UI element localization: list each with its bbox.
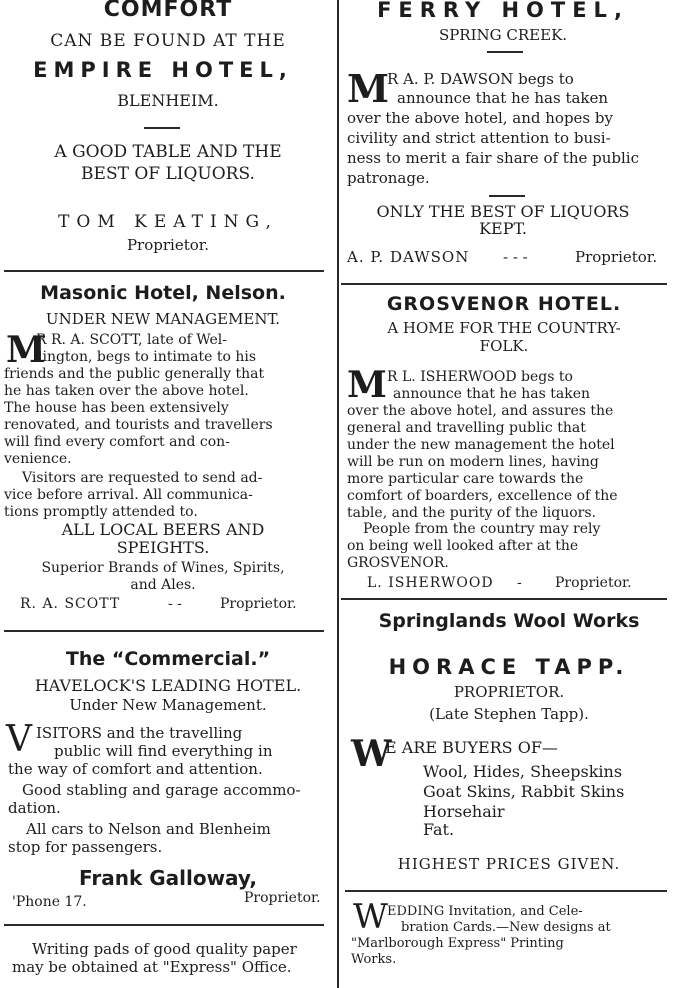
grosvenor-text-line: comfort of boarders, excellence of the [347,488,618,504]
ferry-best-line2: KEPT. [479,219,527,238]
masonic-text-line: Visitors are requested to send ad- [22,470,263,486]
springlands-item: Goat Skins, Rabbit Skins [423,782,625,801]
springlands-wool-works-ad [341,600,700,890]
commercial-text-line: All cars to Nelson and Blenheim [26,820,271,838]
commercial-text-line: the way of comfort and attention. [8,760,263,778]
masonic-text-line: friends and the public generally that [4,366,265,382]
masonic-text-line: The house has been extensively [4,400,229,416]
springlands-buyers: E ARE BUYERS OF— [385,738,558,757]
empire-hotel-ad [0,0,336,268]
grosvenor-text-line: over the above hotel, and assures the [347,403,614,419]
grosvenor-hotel-ad [341,285,700,595]
grosvenor-dash: - [517,575,522,591]
commercial-text-line: dation. [8,799,61,817]
ferry-text-line: civility and strict attention to busi- [347,129,611,147]
commercial-phone: 'Phone 17. [12,894,87,910]
grosvenor-text-line: under the new management the hotel [347,437,615,453]
wedding-drop-cap: W [353,897,388,937]
grosvenor-text-line: R L. ISHERWOOD begs to [387,369,573,385]
wedding-text-line: bration Cards.—New designs at [401,920,611,935]
wedding-invitations-ad [341,892,700,988]
grosvenor-text-line: general and travelling public that [347,420,586,436]
ferry-place: SPRING CREEK. [438,26,568,44]
masonic-text-line: renovated, and tourists and travellers [4,417,273,433]
commercial-hotel-ad [0,632,336,922]
empire-table-line1: A GOOD TABLE AND THE [54,142,282,162]
masonic-dash: - - [168,596,182,612]
wedding-text-line: EDDING Invitation, and Cele- [387,904,583,919]
empire-role: Proprietor. [126,236,210,254]
column-rule [337,0,339,988]
masonic-title: Masonic Hotel, Nelson. [40,282,286,304]
grosvenor-text-line: will be run on modern lines, having [347,454,599,470]
ferry-hotel-ad [341,0,700,280]
empire-comfort-heading: COMFORT [103,0,233,22]
springlands-role: PROPRIETOR. [453,683,565,701]
masonic-brands-line1: Superior Brands of Wines, Spirits, [41,560,285,576]
ferry-drop-cap: M [347,66,390,111]
masonic-text-line: venience. [4,451,72,467]
masonic-text-line: tions promptly attended to. [4,504,198,520]
springlands-owner: HORACE TAPP. [388,655,630,679]
empire-hotel-name: EMPIRE HOTEL, [33,58,293,82]
ferry-short-rule [487,51,523,53]
grosvenor-text-line: announce that he has taken [393,386,590,402]
ferry-text-line: over the above hotel, and hopes by [347,109,613,127]
springlands-prices: HIGHEST PRICES GIVEN. [397,855,621,873]
empire-short-rule [144,127,180,129]
ferry-text-line: ness to merit a fair share of the public [347,149,639,167]
springlands-drop-cap: W [351,733,392,775]
masonic-role: Proprietor. [220,596,297,612]
ferry-best-line1: ONLY THE BEST OF LIQUORS [376,202,630,221]
masonic-beers-line1: ALL LOCAL BEERS AND [61,520,265,539]
masonic-brands-line2: and Ales. [130,577,196,593]
empire-town: BLENHEIM. [117,91,219,110]
commercial-text-line: Good stabling and garage accommo- [22,781,301,799]
masonic-text-line: vice before arrival. All communica- [4,487,253,503]
ferry-role: Proprietor. [575,248,658,266]
ferry-text-line: patronage. [347,169,430,187]
empire-owner: TOM KEATING, [58,212,278,232]
empire-found-line: CAN BE FOUND AT THE [50,31,286,51]
writing-line2: may be obtained at "Express" Office. [12,958,292,976]
masonic-drop-cap: M [6,329,46,371]
commercial-owner: Frank Galloway, [78,866,258,890]
writing-line1: Writing pads of good quality paper [32,940,297,958]
masonic-text-line: lington, begs to intimate to his [38,349,257,365]
ferry-dash: - - - [503,248,528,266]
grosvenor-name: GROSVENOR HOTEL. [386,293,622,315]
commercial-drop-cap: V [6,719,32,760]
wedding-text-line: "Marlborough Express" Printing [351,936,564,951]
ferry-hotel-name: FERRY HOTEL, [377,0,629,22]
masonic-owner: R. A. SCOTT [20,596,121,612]
springlands-item: Wool, Hides, Sheepskins [423,762,623,781]
springlands-late: (Late Stephen Tapp). [429,705,589,723]
commercial-text-line: stop for passengers. [8,838,163,856]
masonic-text-line: will find every comfort and con- [4,434,230,450]
masonic-subtitle: UNDER NEW MANAGEMENT. [45,310,281,328]
springlands-item: Horsehair [423,802,505,821]
grosvenor-text-line: more particular care towards the [347,471,584,487]
commercial-role: Proprietor. [244,890,321,906]
grosvenor-tagline1: A HOME FOR THE COUNTRY- [387,319,621,337]
ferry-text-line: R A. P. DAWSON begs to [387,70,574,88]
commercial-title: The “Commercial.” [65,648,271,670]
grosvenor-text-line: table, and the purity of the liquors. [347,505,597,521]
grosvenor-text-line: GROSVENOR. [347,555,449,571]
springlands-title: Springlands Wool Works [378,610,640,632]
wedding-text-line: Works. [351,952,397,967]
springlands-item: Fat. [423,820,455,839]
grosvenor-drop-cap: M [347,364,387,406]
masonic-text-line: he has taken over the above hotel. [4,383,249,399]
commercial-text-line: public will find everything in [54,742,273,760]
ferry-text-line: announce that he has taken [397,89,609,107]
ferry-short-rule [489,195,525,197]
ferry-owner: A. P. DAWSON [347,248,470,266]
grosvenor-owner: L. ISHERWOOD [367,575,494,591]
grosvenor-text-line: on being well looked after at the [347,538,579,554]
masonic-text-line: R R. A. SCOTT, late of Wel- [36,332,227,348]
commercial-text-line: ISITORS and the travelling [36,724,243,742]
commercial-subtitle: HAVELOCK'S LEADING HOTEL. [34,676,302,695]
masonic-beers-line2: SPEIGHTS. [116,538,210,557]
commercial-management: Under New Management. [69,696,267,714]
right-column [341,0,700,988]
grosvenor-text-line: People from the country may rely [363,521,601,537]
writing-pads-notice [0,926,336,988]
grosvenor-role: Proprietor. [555,575,632,591]
empire-table-line2: BEST OF LIQUORS. [81,164,255,184]
grosvenor-tagline2: FOLK. [479,337,529,355]
masonic-hotel-ad [0,272,336,624]
left-column [0,0,336,988]
